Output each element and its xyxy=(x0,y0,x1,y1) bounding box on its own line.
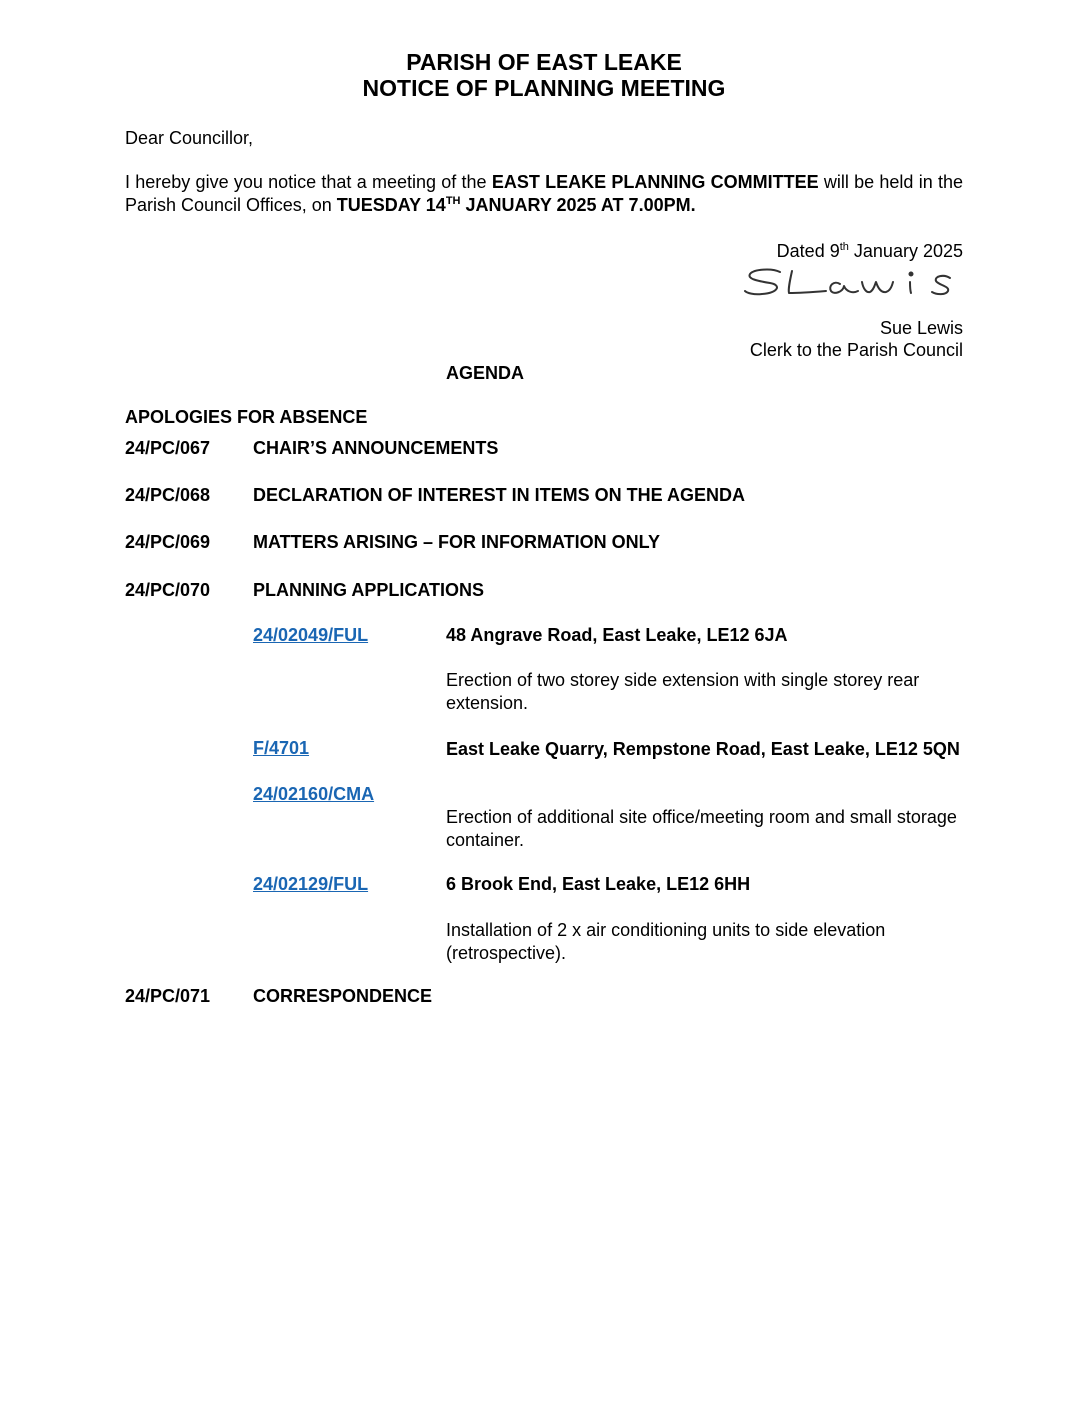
agenda-item-number: 24/PC/070 xyxy=(125,580,211,600)
dated-suffix: January 2025 xyxy=(848,241,963,261)
agenda-item-title: MATTERS ARISING – FOR INFORMATION ONLY xyxy=(253,532,661,552)
agenda-item-number: 24/PC/068 xyxy=(125,485,211,505)
notice-date-b: JANUARY 2025 AT 7.00PM. xyxy=(460,195,696,215)
application-description: Installation of 2 x air conditioning units to side elevation (retrospective). xyxy=(446,920,886,963)
salutation: Dear Councillor, xyxy=(125,128,254,148)
notice-date-sup: TH xyxy=(445,195,461,207)
signatory-name: Sue Lewis xyxy=(879,318,963,338)
notice-paragraph xyxy=(125,171,963,217)
agenda-item-number: 24/PC/069 xyxy=(125,532,211,552)
agenda-item-number: 24/PC/071 xyxy=(125,986,211,1006)
page-title-line2: NOTICE OF PLANNING MEETING xyxy=(362,75,726,101)
application-link-24-02049-ful[interactable]: 24/02049/FUL xyxy=(253,625,369,645)
agenda-item-title: PLANNING APPLICATIONS xyxy=(253,580,485,600)
agenda-item-title: CHAIR’S ANNOUNCEMENTS xyxy=(253,438,499,458)
notice-committee: EAST LEAKE PLANNING COMMITTEE xyxy=(491,172,819,192)
application-link-24-02129-ful[interactable]: 24/02129/FUL xyxy=(253,874,369,894)
application-description: Erection of additional site office/meeting room and small storage container. xyxy=(446,807,957,850)
application-address: East Leake Quarry, Rempstone Road, East Leake, LE12 5QN xyxy=(446,739,960,759)
application-address: 6 Brook End, East Leake, LE12 6HH xyxy=(446,874,751,894)
agenda-heading: AGENDA xyxy=(446,363,525,383)
apologies-heading: APOLOGIES FOR ABSENCE xyxy=(125,407,368,427)
notice-date-a: TUESDAY 14 xyxy=(336,195,446,215)
agenda-item-number: 24/PC/067 xyxy=(125,438,211,458)
dated-prefix: Dated 9 xyxy=(776,241,840,261)
dated-line xyxy=(600,240,963,262)
signature-image xyxy=(742,264,956,300)
application-address: 48 Angrave Road, East Leake, LE12 6JA xyxy=(446,625,788,645)
signatory-role: Clerk to the Parish Council xyxy=(749,340,963,360)
application-link-f-4701[interactable]: F/4701 xyxy=(253,738,310,758)
agenda-item-title: DECLARATION OF INTEREST IN ITEMS ON THE AGENDA xyxy=(253,485,746,505)
agenda-item-title: CORRESPONDENCE xyxy=(253,986,433,1006)
notice-text-1: I hereby give you notice that a meeting of the xyxy=(125,172,492,192)
application-link-24-02160-cma[interactable]: 24/02160/CMA xyxy=(253,784,375,804)
application-description: Erection of two storey side extension with single storey rear extension. xyxy=(446,670,920,713)
page-title-line1: PARISH OF EAST LEAKE xyxy=(406,49,682,75)
notice-text-2: will be held in the Parish Council Offices, on xyxy=(125,172,963,215)
dated-sup: th xyxy=(839,241,849,253)
